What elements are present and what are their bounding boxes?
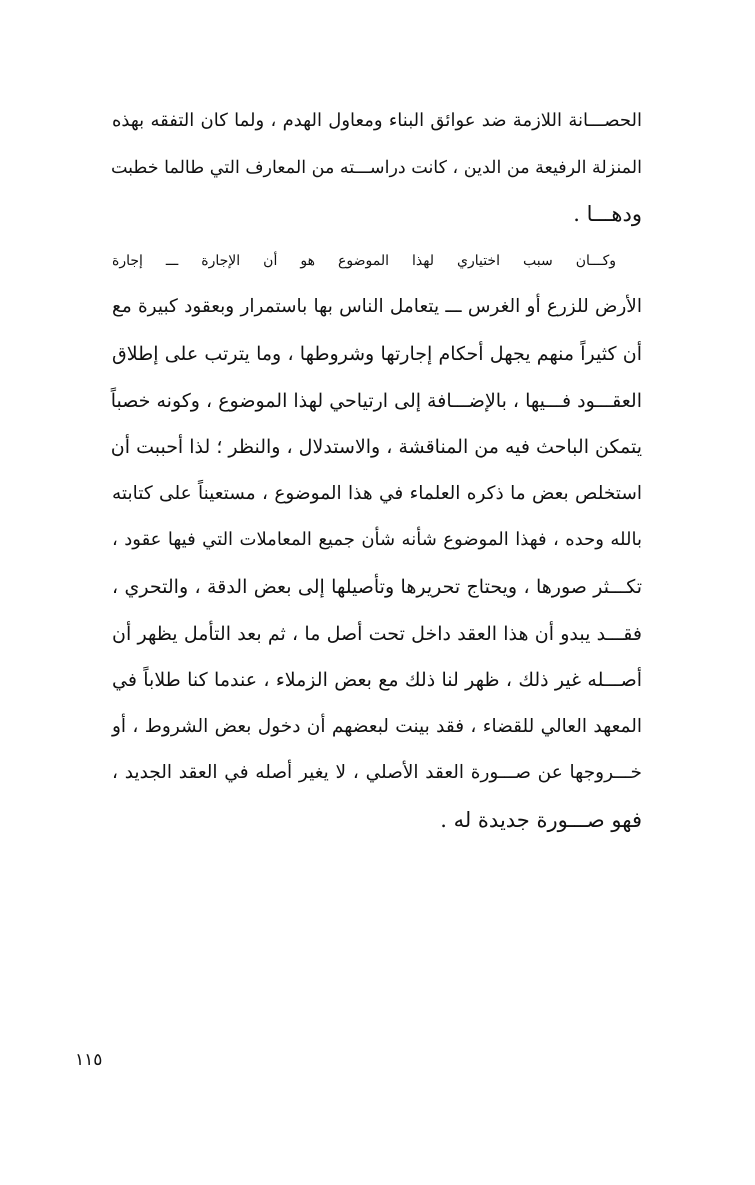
text-line: الحصـــانة اللازمة ضد عوائق البناء ومعاول الهدم ، ولما كان التفقه بهذه bbox=[112, 110, 642, 131]
text-line: الأرض للزرع أو الغرس ـــ يتعامل الناس بها باستمرار وبعقود كبيرة مع bbox=[112, 296, 642, 318]
text-line: خـــروجها عن صـــورة العقد الأصلي ، لا يغير أصله في العقد الجديد ، bbox=[112, 762, 642, 784]
text-line: العقـــود فـــيها ، بالإضـــافة إلى ارتياحي لهذا الموضوع ، وكونه خصباً bbox=[110, 389, 642, 412]
text-line: أصـــله غير ذلك ، ظهر لنا ذلك مع بعض الزملاء ، عندما كنا طلاباً في bbox=[112, 669, 642, 692]
text-line: وكـــان سبب اختياري لهذا الموضوع هو أن الإجارة ـــ إجارة bbox=[112, 252, 616, 269]
text-line: بالله وحده ، فهذا الموضوع شأنه شأن جميع المعاملات التي فيها عقود ، bbox=[112, 529, 642, 551]
text-line: فقـــد يبدو أن هذا العقد داخل تحت أصل ما ، ثم بعد التأمل يظهر أن bbox=[112, 622, 642, 645]
text-line: فهو صـــورة جديدة له . bbox=[440, 807, 642, 832]
body-text bbox=[112, 98, 642, 844]
text-line: المعهد العالي للقضاء ، فقد بينت لبعضهم أن دخول بعض الشروط ، أو bbox=[112, 715, 642, 737]
text-line: تكـــثر صورها ، ويحتاج تحريرها وتأصيلها إلى بعض الدقة ، والتحري ، bbox=[112, 575, 642, 598]
page-number: ١١٥ bbox=[75, 1050, 103, 1070]
text-line: يتمكن الباحث فيه من المناقشة ، والاستدلال ، والنظر ؛ لذا أحببت أن bbox=[110, 436, 642, 459]
text-line: ودهـــا . bbox=[573, 202, 642, 227]
text-line: أن كثيراً منهم يجهل أحكام إجارتها وشروطها ، وما يترتب على إطلاق bbox=[112, 342, 642, 365]
text-line: المنزلة الرفيعة من الدين ، كانت دراســـته من المعارف التي طالما خطبت bbox=[110, 157, 642, 178]
text-line: استخلص بعض ما ذكره العلماء في هذا الموضوع ، مستعيناً على كتابته bbox=[112, 482, 642, 504]
